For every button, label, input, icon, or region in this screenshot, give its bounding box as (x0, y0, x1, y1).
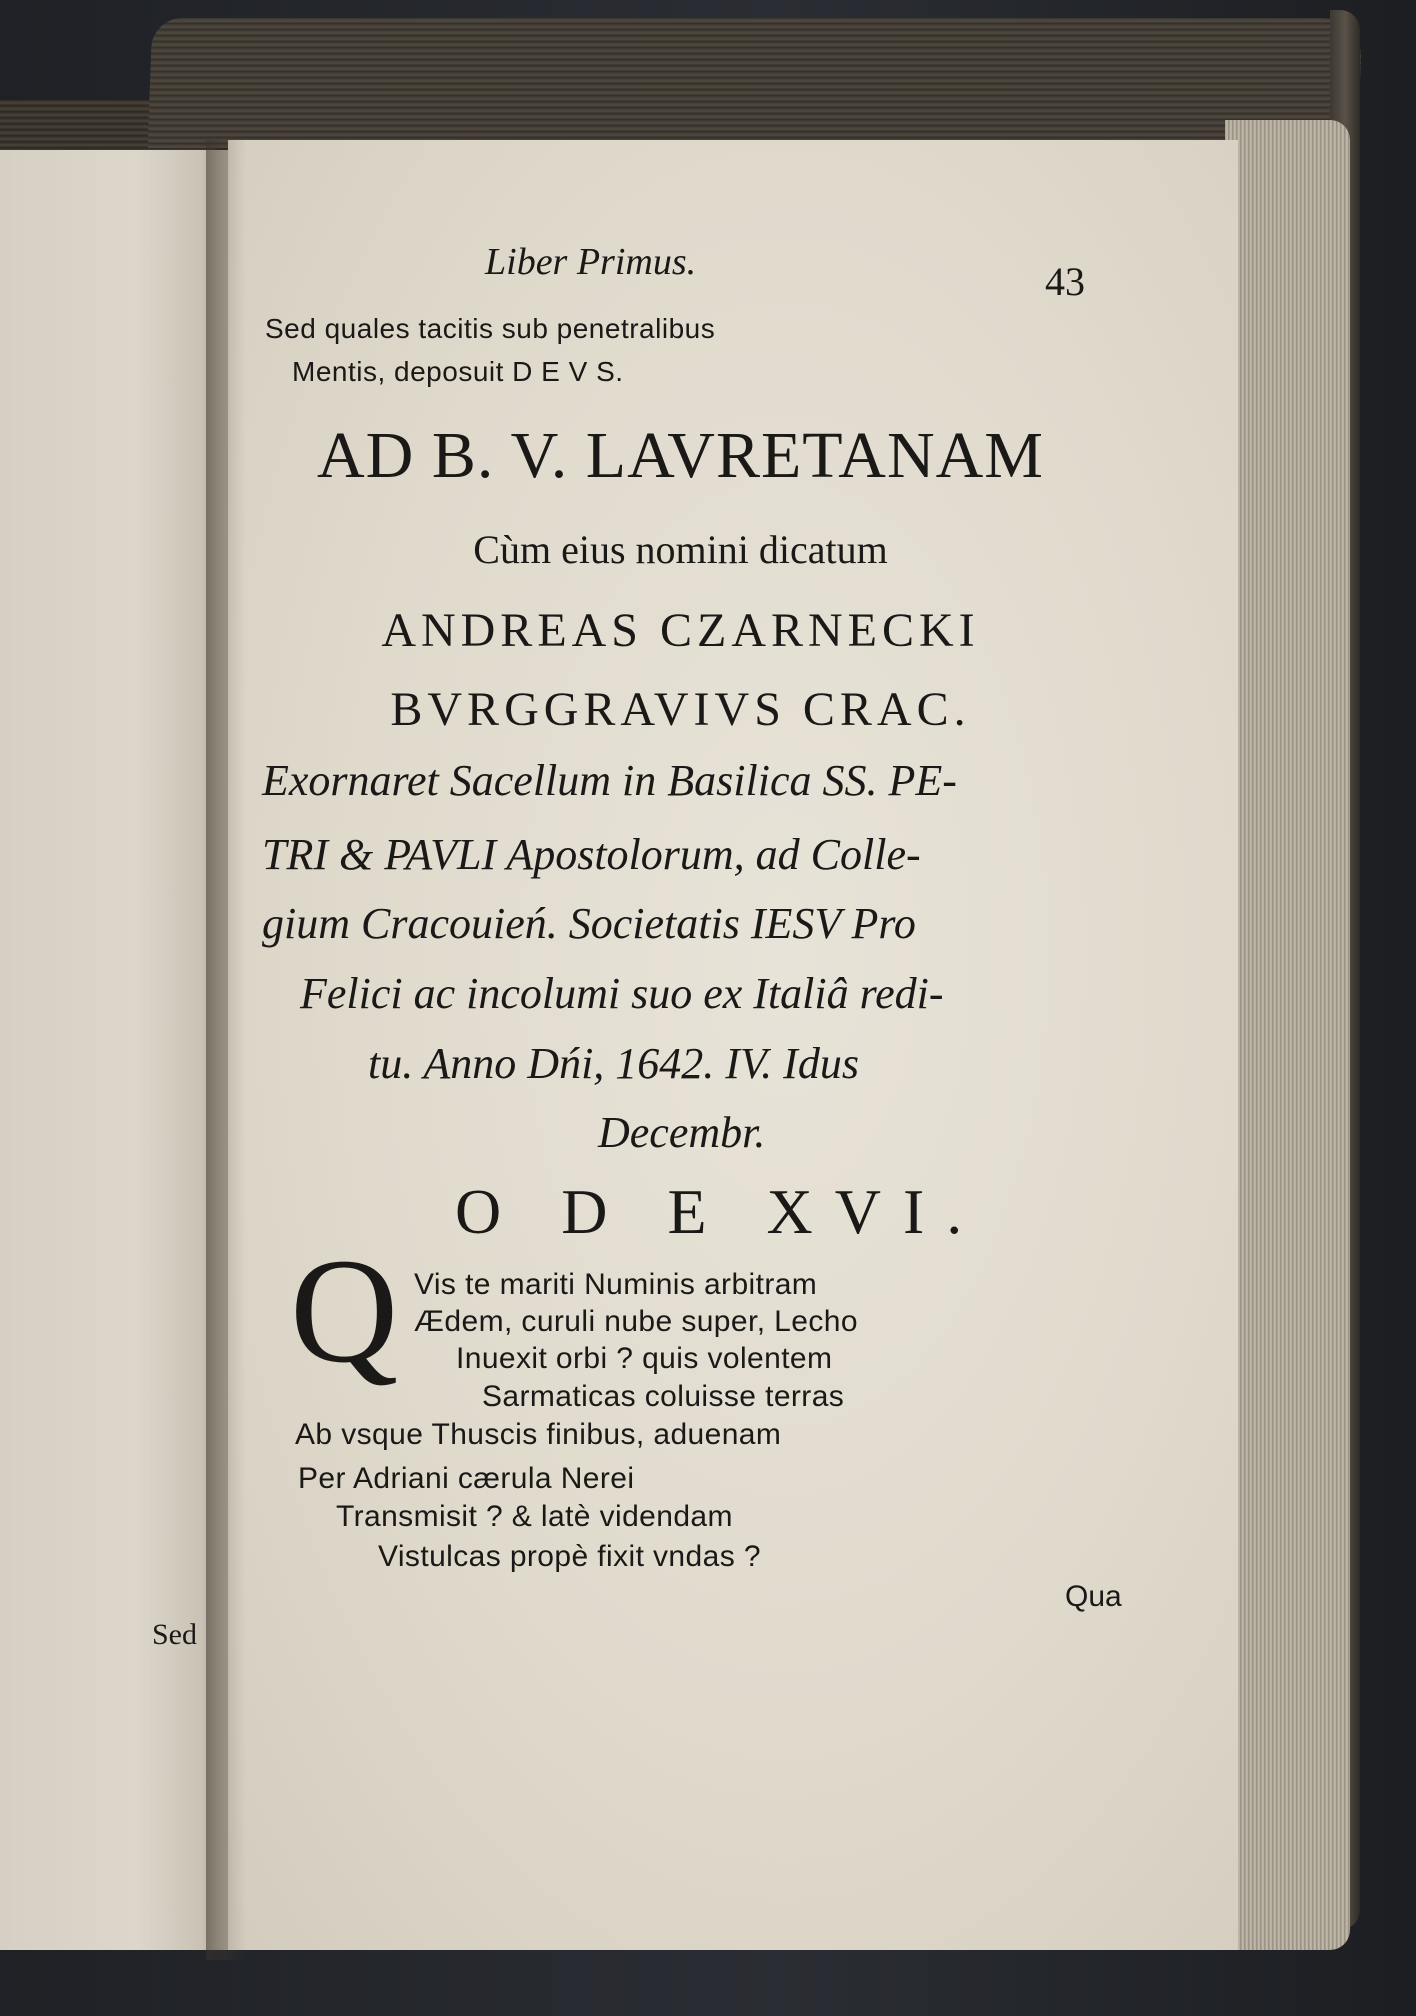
gutter-shadow (206, 140, 246, 1960)
poem-line: Ædem, curuli nube super, Lecho (414, 1305, 858, 1338)
ode-heading-subtitle: Cùm eius nomini dicatum (473, 527, 888, 572)
poem-line: Ab vsque Thuscis finibus, aduenam (295, 1418, 782, 1451)
dedication-line: Exornaret Sacellum in Basilica SS. PE- (262, 756, 957, 805)
dedication-line: Felici ac incolumi suo ex Italiâ redi- (300, 969, 944, 1018)
preceding-line: Sed quales tacitis sub penetralibus (265, 313, 716, 344)
dedication-line: TRI & PAVLI Apostolorum, ad Colle- (262, 830, 921, 879)
left-page (0, 150, 228, 1950)
poem-line: Vistulcas propè fixit vndas ? (378, 1540, 761, 1573)
ode-heading-title: AD B. V. LAVRETANAM (317, 419, 1044, 492)
page-fore-edge (1225, 120, 1350, 1950)
poem-line: Per Adriani cærula Nerei (298, 1462, 635, 1495)
book-top-edge (148, 18, 1363, 148)
poem-line: Sarmaticas coluisse terras (482, 1380, 845, 1413)
poem-line: Transmisit ? & latè videndam (336, 1500, 733, 1533)
poem-line: Inuexit orbi ? quis volentem (456, 1342, 833, 1375)
dedication-line: gium Cracouień. Societatis IESV Pro (262, 899, 916, 948)
dedication-line: Decembr. (598, 1108, 766, 1157)
drop-cap: Q (290, 1228, 399, 1394)
page-number: 43 (1045, 259, 1085, 304)
poem-line: Vis te mariti Numinis arbitram (414, 1268, 818, 1301)
dedication-line: tu. Anno Dńi, 1642. IV. Idus (368, 1039, 859, 1088)
left-page-catchword: Sed (152, 1618, 197, 1651)
running-head: Liber Primus. (485, 241, 697, 283)
preceding-line: Mentis, deposuit D E V S. (292, 356, 624, 387)
right-page-catchword: Qua (1065, 1580, 1122, 1613)
dedicatee-name-line: BVRGGRAVIVS CRAC. (390, 683, 971, 736)
ode-number-title: O D E XVI. (455, 1176, 985, 1247)
dedicatee-name-line: ANDREAS CZARNECKI (381, 604, 980, 657)
